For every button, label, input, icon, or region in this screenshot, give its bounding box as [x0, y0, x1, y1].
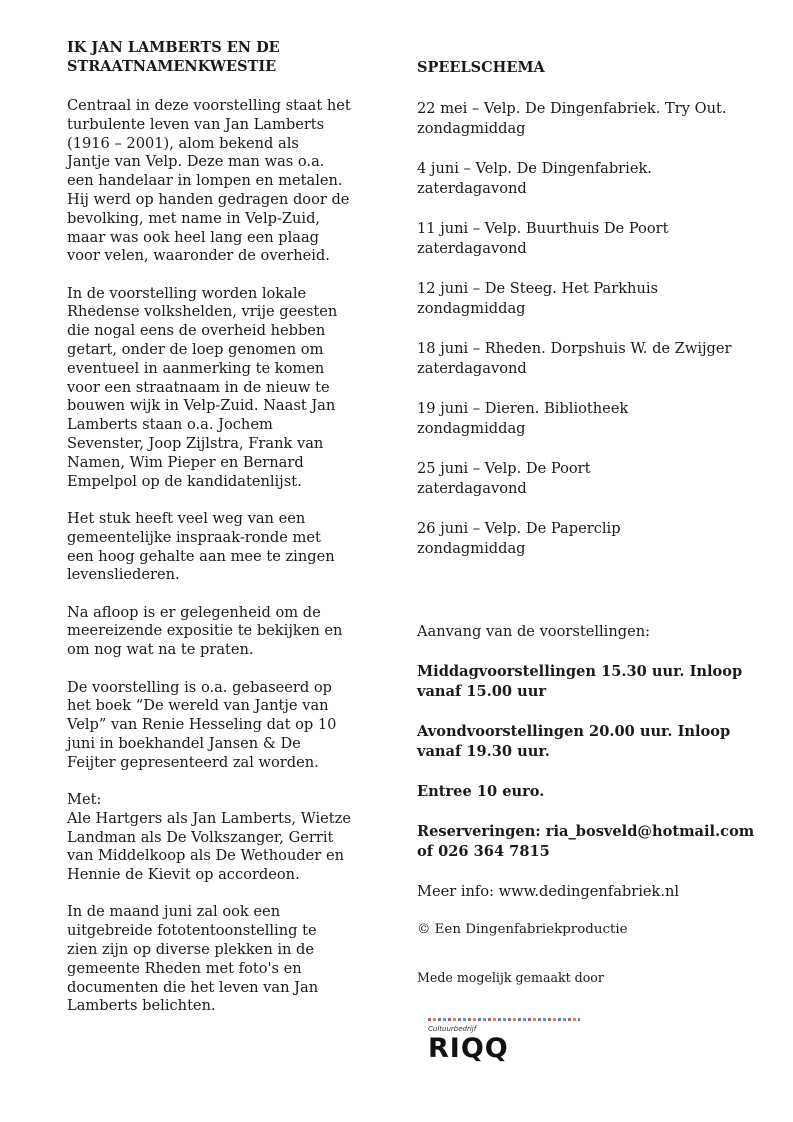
logo-wordmark: RIQQ: [428, 1033, 509, 1064]
schedule-entry: [417, 339, 767, 379]
logo-subtitle: Cultuurbedrijf: [428, 1025, 477, 1033]
paragraph-line: om nog wat na te praten.: [67, 641, 254, 659]
paragraph-line: eventueel in aanmerking te komen: [67, 359, 325, 377]
paragraph-line: Rhedense volkshelden, vrije geesten: [67, 303, 338, 321]
paragraph-line: Sevenster, Joop Zijlstra, Frank van: [67, 435, 324, 453]
schedule-entry: [417, 99, 767, 139]
paragraph-line: een handelaar in lompen en metalen.: [67, 172, 343, 190]
right-column: [417, 38, 767, 985]
schedule-entry: [417, 219, 767, 259]
title-line: IK JAN LAMBERTS EN DE: [67, 39, 280, 56]
schedule-entry: [417, 279, 767, 319]
logo-dots: [428, 1018, 580, 1021]
schedule-timeslot: zondagmiddag: [417, 420, 526, 437]
paragraph-line: Centraal in deze voorstelling staat het: [67, 97, 351, 114]
paragraph-line: Lamberts belichten.: [67, 997, 216, 1015]
evening-times: Avondvoorstellingen 20.00 uur. Inloop vanaf 19.30 uur.: [417, 723, 731, 760]
paragraph-line: Feijter gepresenteerd zal worden.: [67, 753, 319, 771]
body-paragraph: [67, 903, 367, 1016]
paragraph-line: zien zijn op diverse plekken in de: [67, 941, 315, 959]
schedule-date-venue: 19 juni – Dieren. Bibliotheek: [417, 400, 629, 417]
schedule-title: SPEELSCHEMA: [417, 59, 545, 76]
paragraph-line: Landman als De Volkszanger, Gerrit: [67, 828, 334, 846]
schedule-date-venue: 26 juni – Velp. De Paperclip: [417, 520, 621, 537]
paragraph-line: In de voorstelling worden lokale: [67, 284, 307, 302]
schedule-timeslot: zondagmiddag: [417, 540, 526, 557]
paragraph-line: bevolking, met name in Velp-Zuid,: [67, 209, 321, 227]
riqq-logo: [428, 1018, 588, 1072]
left-column: [67, 38, 367, 1035]
midday-times: Middagvoorstellingen 15.30 uur. Inloop vanaf 15.00 uur: [417, 663, 743, 700]
paragraph-line: voor een straatnaam in de nieuw te: [67, 378, 330, 396]
paragraph-line: levensliederen.: [67, 566, 180, 584]
paragraph-line: documenten die het leven van Jan: [67, 978, 319, 996]
entree-price: Entree 10 euro.: [417, 783, 545, 800]
more-info-link[interactable]: Meer info: www.dedingenfabriek.nl: [417, 883, 680, 900]
paragraph-line: turbulente leven van Jan Lamberts: [67, 115, 325, 133]
paragraph-line: Hennie de Kievit op accordeon.: [67, 866, 300, 884]
paragraph-line: Velp” van Renie Hesseling dat op 10: [67, 716, 337, 734]
reservations: Reserveringen: ria_bosveld@hotmail.com of 026 364 7815: [417, 823, 755, 860]
schedule-timeslot: zaterdagavond: [417, 180, 527, 197]
schedule-date-venue: 18 juni – Rheden. Dorpshuis W. de Zwijger: [417, 340, 732, 357]
paragraph-line: meereizende expositie te bekijken en: [67, 622, 343, 640]
paragraph-line: een hoog gehalte aan mee te zingen: [67, 547, 335, 565]
schedule-date-venue: 25 juni – Velp. De Poort: [417, 460, 591, 477]
schedule-date-venue: 22 mei – Velp. De Dingenfabriek. Try Out.: [417, 100, 727, 117]
paragraph-line: uitgebreide fototentoonstelling te: [67, 922, 317, 940]
paragraph-line: (1916 – 2001), alom bekend als: [67, 134, 299, 152]
body-paragraph: [67, 604, 367, 660]
schedule-timeslot: zaterdagavond: [417, 240, 527, 257]
paragraph-line: Jantje van Velp. Deze man was o.a.: [67, 153, 325, 171]
schedule-entry: [417, 399, 767, 439]
title-line: STRAATNAMENKWESTIE: [67, 58, 277, 75]
schedule-timeslot: zondagmiddag: [417, 120, 526, 137]
paragraph-line: maar was ook heel lang een plaag: [67, 228, 320, 246]
schedule-list: [417, 99, 767, 559]
paragraph-line: bouwen wijk in Velp-Zuid. Naast Jan: [67, 397, 336, 415]
sponsor-label: Mede mogelijk gemaakt door: [417, 970, 604, 985]
body-paragraph: [67, 791, 367, 885]
body-paragraph: [67, 679, 367, 773]
paragraph-line: Met:: [67, 791, 102, 808]
schedule-entry: [417, 159, 767, 199]
schedule-timeslot: zaterdagavond: [417, 480, 527, 497]
schedule-entry: [417, 519, 767, 559]
paragraph-line: Lamberts staan o.a. Jochem: [67, 416, 273, 434]
paragraph-line: voor velen, waaronder de overheid.: [67, 247, 330, 265]
copyright-line: © Een Dingenfabriekproductie: [417, 922, 628, 937]
paragraph-line: juni in boekhandel Jansen & De: [67, 734, 301, 752]
paragraph-line: Na afloop is er gelegenheid om de: [67, 603, 321, 621]
paragraph-line: die nogal eens de overheid hebben: [67, 322, 326, 340]
paragraph-line: gemeentelijke inspraak-ronde met: [67, 528, 321, 546]
paragraph-line: Ale Hartgers als Jan Lamberts, Wietze: [67, 809, 351, 827]
paragraph-line: In de maand juni zal ook een: [67, 903, 281, 921]
paragraph-line: De voorstelling is o.a. gebaseerd op: [67, 678, 332, 696]
body-paragraph: [67, 510, 367, 585]
schedule-timeslot: zaterdagavond: [417, 360, 527, 377]
aanvang-heading: Aanvang van de voorstellingen:: [417, 623, 651, 640]
body-paragraph: [67, 285, 367, 492]
body-text: [67, 97, 367, 1016]
paragraph-line: gemeente Rheden met foto's en: [67, 959, 302, 977]
paragraph-line: van Middelkoop als De Wethouder en: [67, 847, 344, 865]
schedule-date-venue: 4 juni – Velp. De Dingenfabriek.: [417, 160, 652, 177]
document-title: [67, 38, 367, 76]
body-paragraph: [67, 97, 367, 266]
paragraph-line: Namen, Wim Pieper en Bernard: [67, 453, 304, 471]
paragraph-line: Hij werd op handen gedragen door de: [67, 190, 350, 208]
paragraph-line: Empelpol op de kandidatenlijst.: [67, 472, 302, 490]
schedule-timeslot: zondagmiddag: [417, 300, 526, 317]
paragraph-line: het boek “De wereld van Jantje van: [67, 697, 329, 715]
paragraph-line: getart, onder de loep genomen om: [67, 341, 324, 359]
schedule-date-venue: 11 juni – Velp. Buurthuis De Poort: [417, 220, 669, 237]
schedule-date-venue: 12 juni – De Steeg. Het Parkhuis: [417, 280, 659, 297]
paragraph-line: Het stuk heeft veel weg van een: [67, 509, 306, 527]
schedule-entry: [417, 459, 767, 499]
